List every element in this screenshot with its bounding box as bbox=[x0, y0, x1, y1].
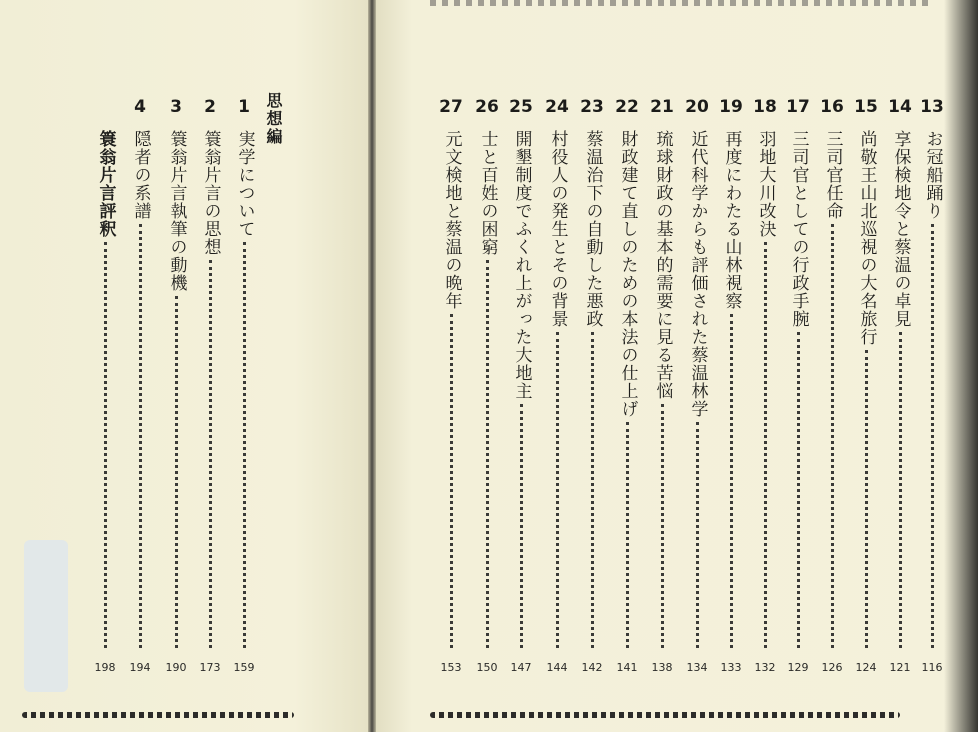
leader-dots bbox=[556, 332, 562, 648]
entry-page-number: 153 bbox=[440, 661, 462, 674]
entry-title: お冠船踊り bbox=[922, 130, 943, 220]
entry-page-number: 190 bbox=[165, 661, 187, 674]
entry-number: 21 bbox=[650, 97, 674, 117]
toc-entry bbox=[508, 96, 534, 400]
leader-dots bbox=[520, 404, 526, 648]
entry-title: 開墾制度でふくれ上がった大地主 bbox=[511, 130, 532, 400]
entry-title: 三司官としての行政手腕 bbox=[788, 130, 809, 328]
toc-entry bbox=[474, 96, 500, 256]
toc-entry bbox=[684, 96, 710, 418]
library-sticker bbox=[24, 540, 68, 692]
entry-number: 22 bbox=[615, 97, 639, 117]
entry-number: 24 bbox=[545, 97, 569, 117]
toc-entry bbox=[127, 96, 153, 220]
entry-number: 1 bbox=[238, 97, 250, 117]
toc-entry bbox=[649, 96, 675, 400]
entry-number: 20 bbox=[685, 97, 709, 117]
entry-page-number: 138 bbox=[651, 661, 673, 674]
entry-number: 16 bbox=[820, 97, 844, 117]
toc-entry bbox=[614, 96, 640, 418]
toc-entry bbox=[785, 96, 811, 328]
entry-number: 3 bbox=[170, 97, 182, 117]
toc-entry bbox=[853, 96, 879, 346]
leader-dots bbox=[797, 332, 803, 648]
entry-title: 元文検地と蔡温の晩年 bbox=[441, 130, 462, 310]
entry-number: 13 bbox=[920, 97, 944, 117]
section-title: 思想編 bbox=[264, 92, 283, 146]
entry-title: 再度にわたる山林視察 bbox=[721, 130, 742, 310]
leader-dots bbox=[831, 224, 837, 648]
entry-page-number: 124 bbox=[855, 661, 877, 674]
entry-number: 17 bbox=[786, 97, 810, 117]
entry-title: 士と百姓の困窮 bbox=[477, 130, 498, 256]
leader-dots bbox=[209, 260, 215, 648]
leader-dots bbox=[450, 314, 456, 648]
leader-dots bbox=[865, 350, 871, 648]
book-gutter bbox=[368, 0, 376, 732]
entry-title: 簑翁片言執筆の動機 bbox=[166, 130, 187, 292]
entry-page-number: 134 bbox=[686, 661, 708, 674]
leader-dots bbox=[661, 404, 667, 648]
top-ornament bbox=[430, 0, 930, 6]
entry-page-number: 133 bbox=[720, 661, 742, 674]
entry-title: 尚敬王山北巡視の大名旅行 bbox=[856, 130, 877, 346]
entry-title: 蔡温治下の自動した悪政 bbox=[582, 130, 603, 328]
entry-number: 15 bbox=[854, 97, 878, 117]
entry-number: 25 bbox=[509, 97, 533, 117]
entry-title: 簑翁片言評釈 bbox=[95, 130, 116, 238]
entry-page-number: 150 bbox=[476, 661, 498, 674]
entry-page-number: 173 bbox=[199, 661, 221, 674]
leader-dots bbox=[764, 242, 770, 648]
entry-title: 隠者の系譜 bbox=[130, 130, 151, 220]
entry-page-number: 126 bbox=[821, 661, 843, 674]
entry-page-number: 198 bbox=[94, 661, 116, 674]
bottom-ornament-right bbox=[430, 712, 900, 718]
entry-title: 実学について bbox=[234, 130, 255, 238]
entry-page-number: 129 bbox=[787, 661, 809, 674]
entry-title: 簑翁片言の思想 bbox=[200, 130, 221, 256]
leader-dots bbox=[899, 332, 905, 648]
entry-title: 琉球財政の基本的需要に見る苦悩 bbox=[652, 130, 673, 400]
leader-dots bbox=[104, 242, 110, 648]
toc-entry bbox=[752, 96, 778, 238]
toc-entry bbox=[887, 96, 913, 328]
entry-page-number: 132 bbox=[754, 661, 776, 674]
leader-dots bbox=[626, 422, 632, 648]
entry-page-number: 144 bbox=[546, 661, 568, 674]
entry-number: 4 bbox=[134, 97, 146, 117]
toc-entry bbox=[579, 96, 605, 328]
leader-dots bbox=[175, 296, 181, 648]
toc-entry bbox=[819, 96, 845, 220]
entry-page-number: 147 bbox=[510, 661, 532, 674]
entry-page-number: 141 bbox=[616, 661, 638, 674]
entry-title: 享保検地令と蔡温の卓見 bbox=[890, 130, 911, 328]
entry-title: 三司官任命 bbox=[822, 130, 843, 220]
toc-entry bbox=[544, 96, 570, 328]
toc-entry bbox=[438, 96, 464, 310]
entry-title: 村役人の発生とその背景 bbox=[547, 130, 568, 328]
entry-page-number: 142 bbox=[581, 661, 603, 674]
entry-page-number: 159 bbox=[233, 661, 255, 674]
entry-number: 23 bbox=[580, 97, 604, 117]
toc-entry bbox=[92, 96, 118, 238]
entry-title: 財政建て直しのための本法の仕上げ bbox=[617, 130, 638, 418]
leader-dots bbox=[139, 224, 145, 648]
entry-page-number: 194 bbox=[129, 661, 151, 674]
entry-number: 26 bbox=[475, 97, 499, 117]
entry-number: 27 bbox=[439, 97, 463, 117]
bottom-ornament-left bbox=[22, 712, 294, 718]
toc-entry bbox=[163, 96, 189, 292]
entry-number: 14 bbox=[888, 97, 912, 117]
entry-page-number: 116 bbox=[921, 661, 943, 674]
entry-number: 2 bbox=[204, 97, 216, 117]
leader-dots bbox=[696, 422, 702, 648]
toc-entry bbox=[231, 96, 257, 238]
leader-dots bbox=[730, 314, 736, 648]
leader-dots bbox=[243, 242, 249, 648]
page-edge-shadow bbox=[944, 0, 978, 732]
entry-title: 近代科学からも評価された蔡温林学 bbox=[687, 130, 708, 418]
entry-page-number: 121 bbox=[889, 661, 911, 674]
entry-title: 羽地大川改決 bbox=[755, 130, 776, 238]
entry-number: 19 bbox=[719, 97, 743, 117]
leader-dots bbox=[591, 332, 597, 648]
toc-entry bbox=[919, 96, 945, 220]
toc-entry bbox=[718, 96, 744, 310]
toc-entry bbox=[197, 96, 223, 256]
entry-number: 18 bbox=[753, 97, 777, 117]
leader-dots bbox=[486, 260, 492, 648]
leader-dots bbox=[931, 224, 937, 648]
